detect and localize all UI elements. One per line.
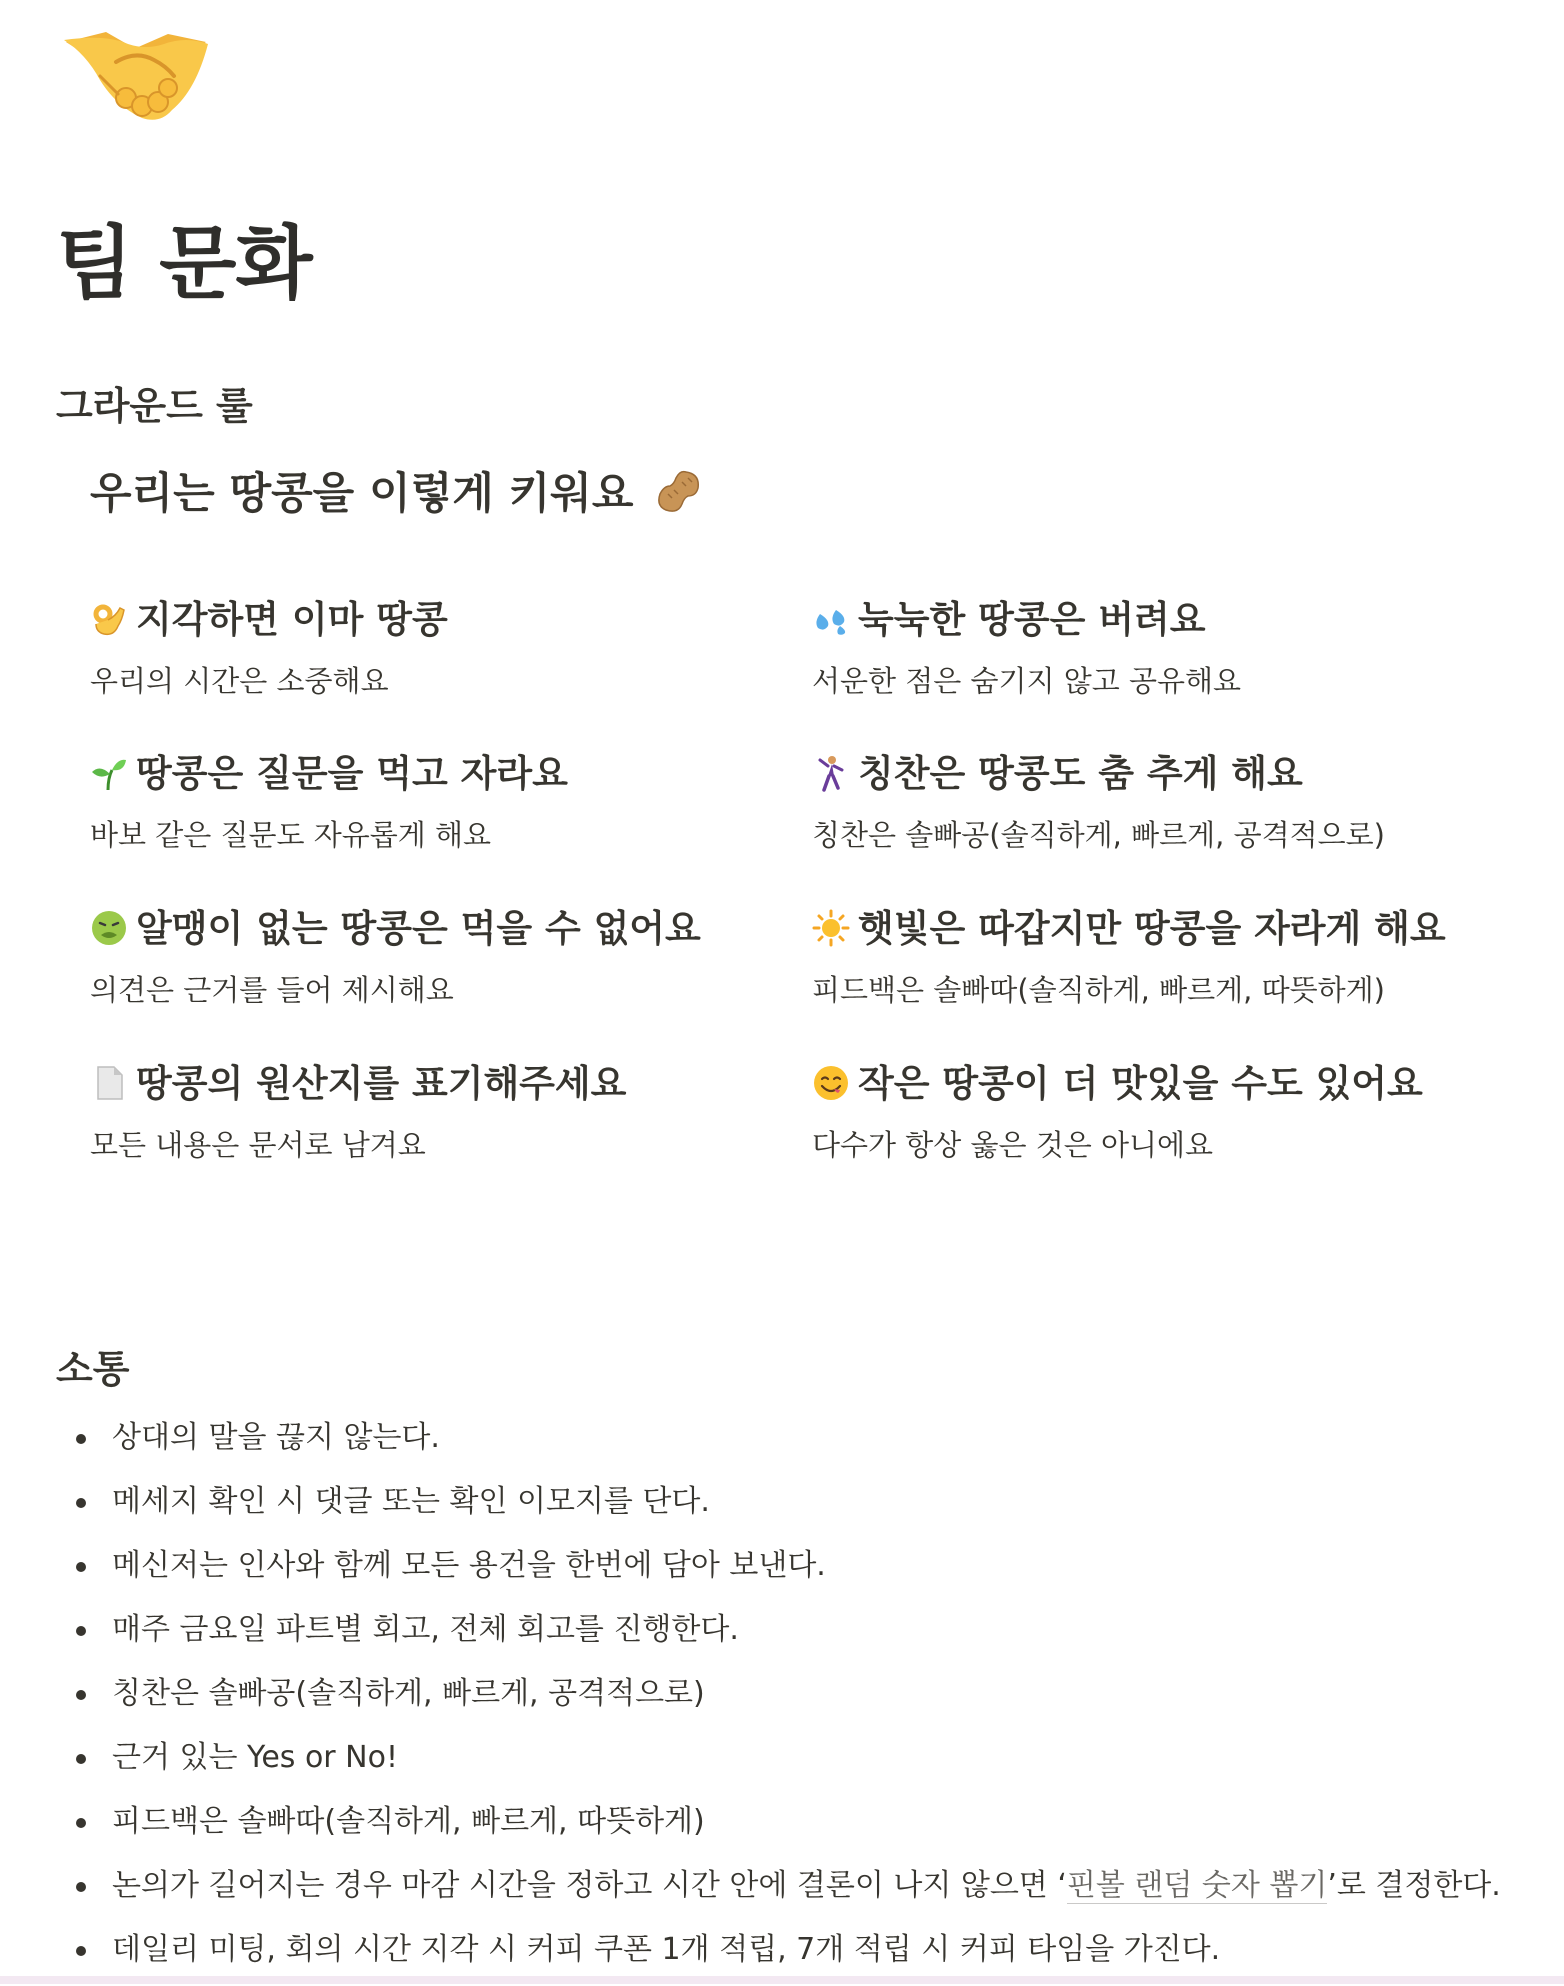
list-item-text: 메세지 확인 시 댓글 또는 확인 이모지를 단다. (112, 1484, 710, 1519)
document-icon (90, 1064, 128, 1102)
rule-card (90, 907, 790, 1008)
list-item-text: 매주 금요일 파트별 회고, 전체 회고를 진행한다. (112, 1612, 739, 1647)
handshake-icon[interactable] (56, 14, 216, 124)
rule-title (90, 752, 790, 796)
list-item-text: 상대의 말을 끊지 않는다. (112, 1420, 440, 1455)
rule-title-text: 칭찬은 땅콩도 춤 추게 해요 (858, 752, 1303, 795)
ground-rules-heading: 그라운드 룰 (56, 384, 253, 428)
rule-description: 바보 같은 질문도 자유롭게 해요 (90, 818, 492, 853)
bullet-dot (76, 1818, 86, 1828)
seedling-icon (90, 754, 128, 792)
bullet-dot (76, 1562, 86, 1572)
nauseated-face-icon (90, 909, 128, 947)
rule-description: 의견은 근거를 들어 제시해요 (90, 973, 454, 1008)
rule-title-text: 땅콩의 원산지를 표기해주세요 (136, 1062, 627, 1105)
sweat-drops-icon (812, 600, 850, 638)
rule-description: 피드백은 솔빠따(솔직하게, 빠르게, 따뜻하게) (812, 973, 1385, 1008)
rule-card (90, 1062, 790, 1163)
list-item (56, 1730, 1536, 1794)
rule-description: 우리의 시간은 소중해요 (90, 664, 389, 699)
rule-card (90, 598, 790, 699)
communication-list (56, 1410, 1536, 1986)
bullet-dot (76, 1690, 86, 1700)
list-item-text: 데일리 미팅, 회의 시간 지각 시 커피 쿠폰 1개 적립, 7개 적립 시 커피 타임을 가진다. (112, 1932, 1221, 1967)
list-item (56, 1538, 1536, 1602)
rule-title-text: 지각하면 이마 땅콩 (136, 598, 448, 641)
rule-title (812, 907, 1512, 951)
list-item-text: 근거 있는 Yes or No! (112, 1740, 399, 1775)
list-item (56, 1794, 1536, 1858)
rule-description: 모든 내용은 문서로 남겨요 (90, 1128, 426, 1163)
rule-description: 다수가 항상 옳은 것은 아니에요 (812, 1128, 1214, 1163)
bullet-dot (76, 1434, 86, 1444)
list-item (56, 1474, 1536, 1538)
peanut-icon (656, 468, 702, 514)
callout-title-text: 우리는 땅콩을 이렇게 키워요 (90, 469, 634, 519)
rule-description: 서운한 점은 숨기지 않고 공유해요 (812, 664, 1242, 699)
ok-hand-icon (90, 600, 128, 638)
bottom-divider (0, 1976, 1564, 1984)
rule-card (812, 752, 1512, 853)
list-item-text: 피드백은 솔빠따(솔직하게, 빠르게, 따뜻하게) (112, 1804, 705, 1839)
rule-title (812, 752, 1512, 796)
list-item-text-before: 논의가 길어지는 경우 마감 시간을 정하고 시간 안에 결론이 나지 않으면 ‘ (112, 1868, 1067, 1903)
pinball-random-number-link[interactable]: 핀볼 랜덤 숫자 뽑기 (1066, 1868, 1328, 1903)
sun-icon (812, 909, 850, 947)
list-item-text: 메신저는 인사와 함께 모든 용건을 한번에 담아 보낸다. (112, 1548, 826, 1583)
rule-title (90, 1062, 790, 1106)
rule-card (812, 907, 1512, 1008)
rule-title-text: 눅눅한 땅콩은 버려요 (858, 598, 1206, 641)
yum-face-icon (812, 1064, 850, 1102)
list-item (56, 1666, 1536, 1730)
rule-title (812, 1062, 1512, 1106)
dancer-icon (812, 754, 850, 792)
list-item-text: 칭찬은 솔빠공(솔직하게, 빠르게, 공격적으로) (112, 1676, 705, 1711)
rule-title (90, 907, 790, 951)
bullet-dot (76, 1946, 86, 1956)
rule-title-text: 알맹이 없는 땅콩은 먹을 수 없어요 (136, 907, 701, 950)
rule-title-text: 햇빛은 따갑지만 땅콩을 자라게 해요 (858, 907, 1446, 950)
communication-heading: 소통 (56, 1347, 130, 1391)
bullet-dot (76, 1498, 86, 1508)
rule-description: 칭찬은 솔빠공(솔직하게, 빠르게, 공격적으로) (812, 818, 1385, 853)
list-item (56, 1410, 1536, 1474)
list-item (56, 1602, 1536, 1666)
bullet-dot (76, 1882, 86, 1892)
ground-rules-callout-title (90, 468, 702, 521)
rule-title-text: 작은 땅콩이 더 맛있을 수도 있어요 (858, 1062, 1423, 1105)
list-item-text-after: ’로 결정한다. (1327, 1868, 1501, 1903)
rule-title (812, 598, 1512, 642)
page-title: 팀 문화 (56, 217, 312, 310)
rule-title (90, 598, 790, 642)
rule-card (812, 598, 1512, 699)
rule-card (90, 752, 790, 853)
bullet-dot (76, 1754, 86, 1764)
list-item (56, 1858, 1536, 1922)
rule-card (812, 1062, 1512, 1163)
bullet-dot (76, 1626, 86, 1636)
rule-title-text: 땅콩은 질문을 먹고 자라요 (136, 752, 568, 795)
